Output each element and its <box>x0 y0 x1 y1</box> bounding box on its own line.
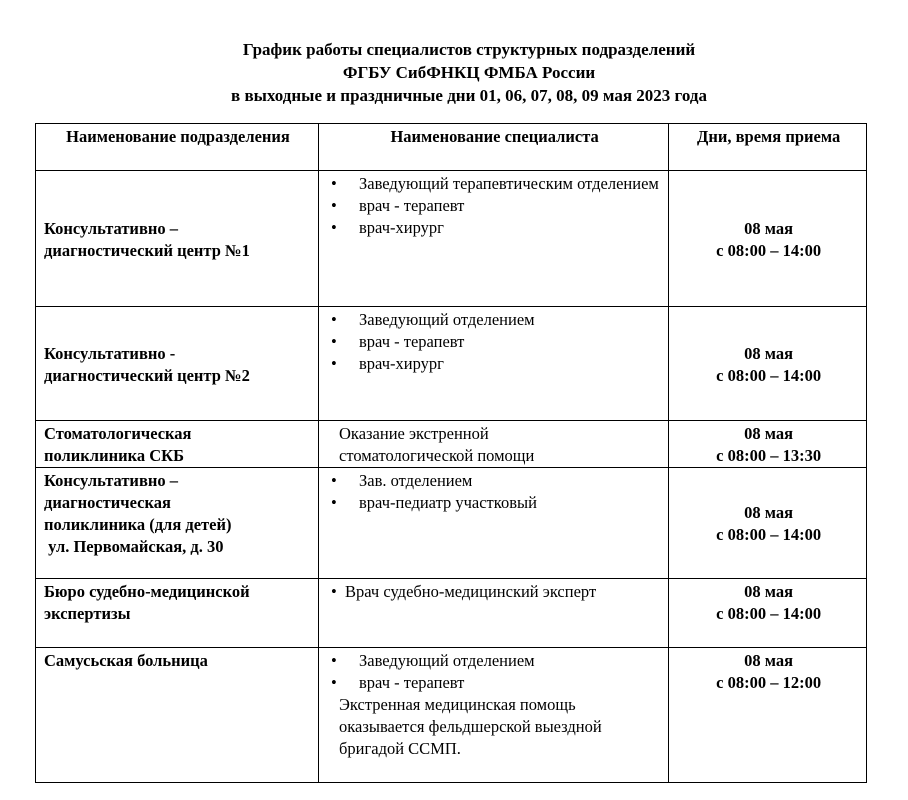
table-row <box>36 171 867 307</box>
reception-day: 08 мая <box>744 503 794 522</box>
reception-day: 08 мая <box>744 424 794 443</box>
specialists <box>319 171 669 307</box>
unit-name <box>36 307 319 421</box>
unit-line: Самусьская больница <box>44 651 208 670</box>
reception-time: с 08:00 – 14:00 <box>716 365 822 385</box>
reception-time: с 08:00 – 12:00 <box>716 673 822 692</box>
specialists <box>319 421 669 468</box>
reception-time: с 08:00 – 13:30 <box>716 446 822 465</box>
specialist-item: • Заведующий терапевтическим отделением <box>327 173 662 195</box>
specialist-item: • врач - терапевт <box>327 331 662 353</box>
table-row <box>36 421 867 468</box>
reception-time: с 08:00 – 14:00 <box>716 240 822 260</box>
specialist-item: • Заведующий отделением <box>327 650 662 672</box>
specialist-item: • врач-хирург <box>327 353 662 375</box>
reception-day: 08 мая <box>744 218 794 238</box>
reception-time <box>669 648 867 783</box>
specialist-list <box>327 470 662 514</box>
header-specialist: Наименование специалиста <box>319 124 669 171</box>
specialist-item: • врач-педиатр участковый <box>327 492 662 514</box>
reception-time <box>669 421 867 468</box>
specialists <box>319 307 669 421</box>
table-row <box>36 468 867 579</box>
specialist-item: • Зав. отделением <box>327 470 662 492</box>
specialist-item: • Заведующий отделением <box>327 309 662 331</box>
unit-line: Консультативно - <box>44 343 176 363</box>
unit-line: поликлиника СКБ <box>44 446 185 465</box>
header-time: Дни, время приема <box>669 124 867 171</box>
specialist-item: • врач - терапевт <box>327 672 662 694</box>
unit-line: Консультативно – <box>44 471 178 490</box>
unit-line: диагностическая <box>44 493 171 512</box>
reception-time: с 08:00 – 14:00 <box>716 604 822 623</box>
unit-name <box>36 579 319 648</box>
specialists <box>319 579 669 648</box>
title-line: ФГБУ СибФНКЦ ФМБА России <box>342 63 596 82</box>
reception-time <box>669 468 867 579</box>
reception-time <box>669 171 867 307</box>
reception-time: с 08:00 – 14:00 <box>716 525 822 544</box>
specialist-list <box>327 173 662 239</box>
table-row <box>36 648 867 783</box>
table-header-row <box>36 124 867 171</box>
reception-day: 08 мая <box>744 343 794 363</box>
unit-line: диагностический центр №2 <box>44 365 250 385</box>
unit-line: экспертизы <box>44 604 131 623</box>
unit-line: Бюро судебно-медицинской <box>44 582 250 601</box>
unit-name <box>36 648 319 783</box>
table-row <box>36 307 867 421</box>
specialist-item: • Врач судебно-медицинский эксперт <box>327 581 662 603</box>
specialist-list <box>327 581 662 603</box>
header-unit: Наименование подразделения <box>36 124 319 171</box>
specialist-item: • врач-хирург <box>327 217 662 239</box>
title-line: в выходные и праздничные дни 01, 06, 07, 08, 09 мая 2023 года <box>231 86 707 105</box>
title-line: График работы специалистов структурных подразделений <box>242 40 696 59</box>
specialist-item: • врач - терапевт <box>327 195 662 217</box>
specialist-list <box>327 309 662 375</box>
unit-line: диагностический центр №1 <box>44 240 250 260</box>
specialists <box>319 648 669 783</box>
specialist-note: Экстренная медицинская помощь <box>339 695 576 714</box>
reception-time <box>669 307 867 421</box>
unit-line: Консультативно – <box>44 218 178 238</box>
unit-name <box>36 421 319 468</box>
specialist-list <box>327 650 662 694</box>
specialist-note: оказывается фельдшерской выездной <box>339 717 602 736</box>
schedule-table <box>35 123 867 783</box>
document-title <box>0 38 908 107</box>
unit-name <box>36 468 319 579</box>
unit-line: ул. Первомайская, д. 30 <box>44 537 224 556</box>
specialist-note: стоматологической помощи <box>339 446 535 465</box>
reception-day: 08 мая <box>744 651 794 670</box>
reception-time <box>669 579 867 648</box>
unit-name <box>36 171 319 307</box>
unit-line: Стоматологическая <box>44 424 192 443</box>
unit-line: поликлиника (для детей) <box>44 515 232 534</box>
specialist-note: Оказание экстренной <box>339 424 489 443</box>
specialist-note: бригадой ССМП. <box>339 739 461 758</box>
specialists <box>319 468 669 579</box>
table-row <box>36 579 867 648</box>
reception-day: 08 мая <box>744 582 794 601</box>
